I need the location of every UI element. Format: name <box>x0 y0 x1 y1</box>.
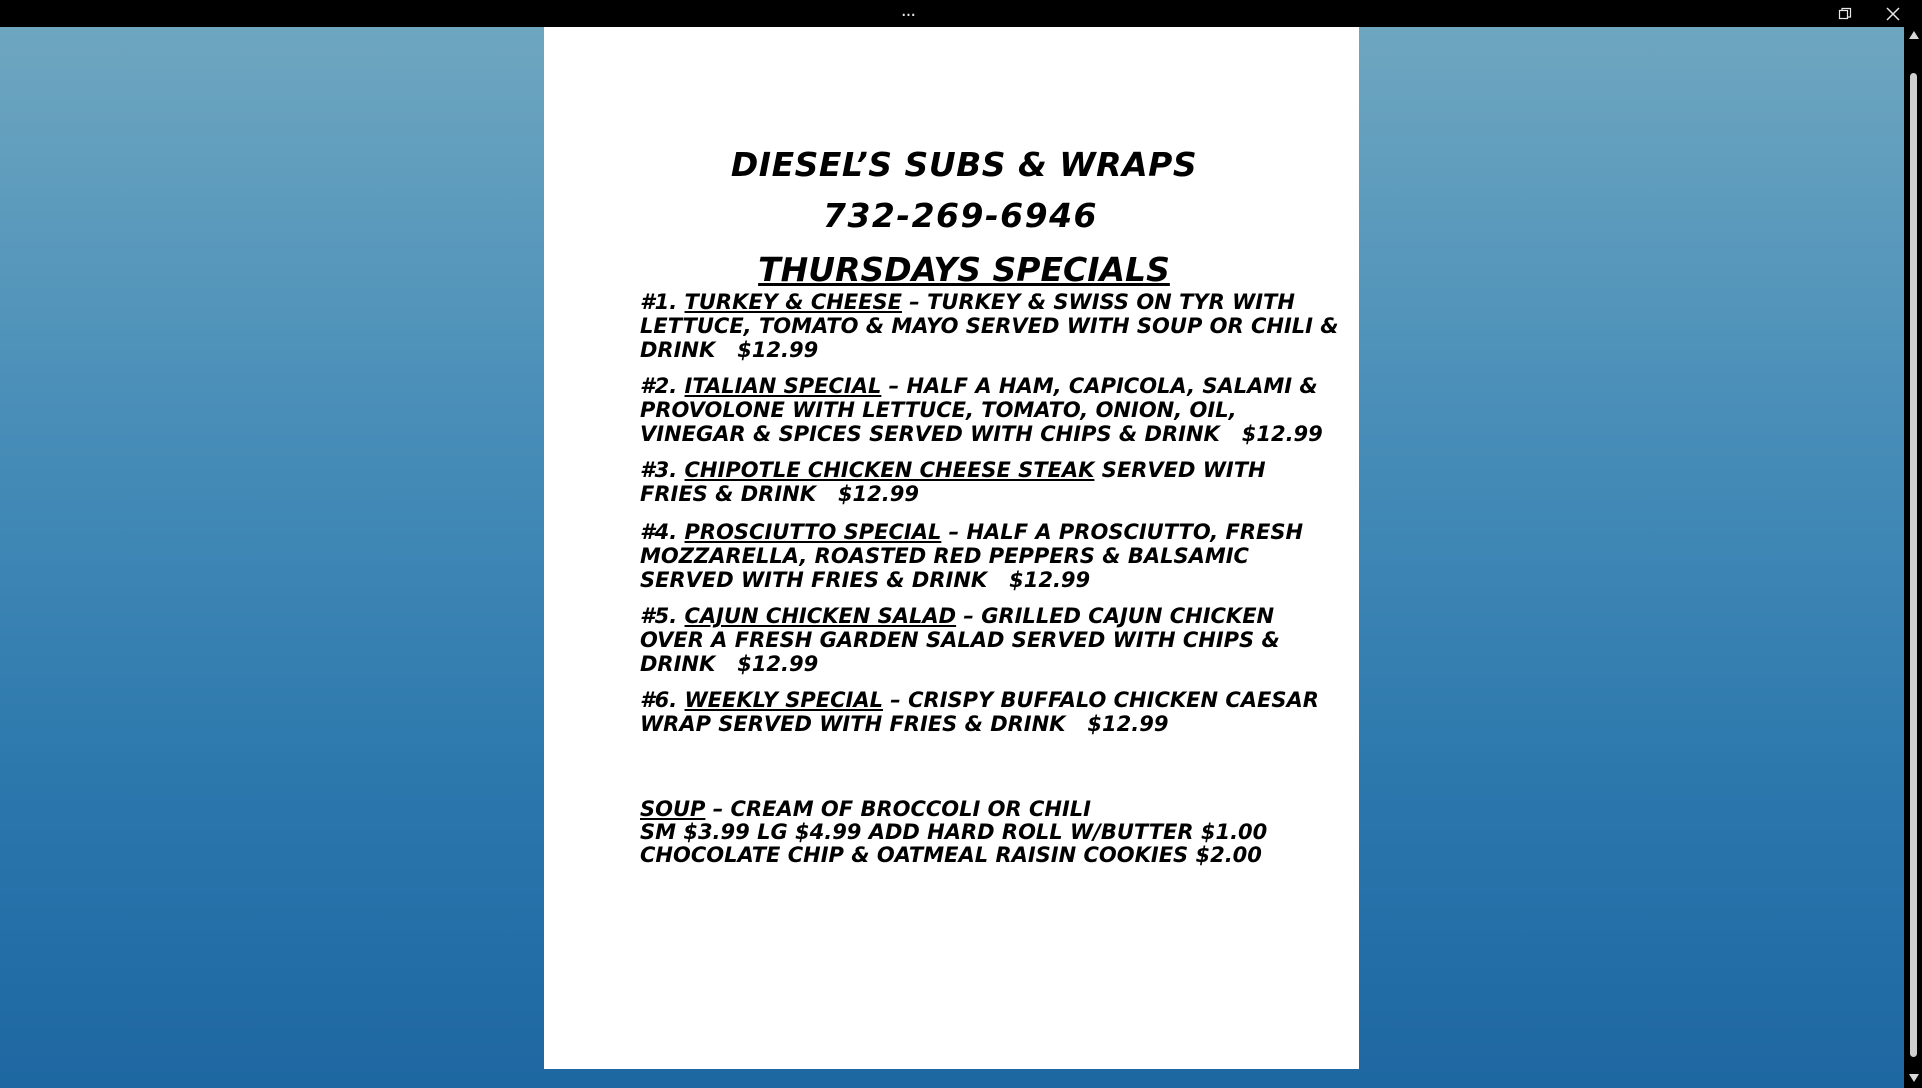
close-icon[interactable] <box>1886 7 1900 21</box>
scrollbar-thumb[interactable] <box>1910 73 1917 1057</box>
item-name: PROSCIUTTO SPECIAL <box>684 520 942 544</box>
item-number: #1. <box>640 290 685 314</box>
item-description: – TURKEY & SWISS ON TYR WITH LETTUCE, TOMATO & MAYO SERVED WITH SOUP OR CHILI & DRINK <box>640 290 1339 362</box>
more-options-icon[interactable]: ... <box>900 0 916 21</box>
phone-number: 732-269-6946 <box>822 196 1098 235</box>
specials-heading: THURSDAYS SPECIALS <box>758 250 1170 289</box>
item-name: WEEKLY SPECIAL <box>684 688 883 712</box>
title-bar <box>0 0 1922 27</box>
item-number: #4. <box>640 520 685 544</box>
soup-label: SOUP <box>640 797 706 821</box>
item-name: CHIPOTLE CHICKEN CHEESE STEAK <box>684 458 1095 482</box>
menu-item-3 <box>640 458 1340 506</box>
item-price: $12.99 <box>1087 712 1169 736</box>
restore-icon[interactable] <box>1838 7 1852 21</box>
item-price: $12.99 <box>737 338 819 362</box>
soup-description: – CREAM OF BROCCOLI OR CHILI <box>705 797 1091 821</box>
business-name: DIESEL’S SUBS & WRAPS <box>730 145 1198 184</box>
soup-line <box>640 798 1340 821</box>
item-name: TURKEY & CHEESE <box>684 290 902 314</box>
item-number: #6. <box>640 688 685 712</box>
item-number: #5. <box>640 604 685 628</box>
menu-item-2 <box>640 374 1340 446</box>
item-price: $12.99 <box>837 482 919 506</box>
vertical-scrollbar[interactable] <box>1904 27 1922 1088</box>
menu-item-6 <box>640 688 1340 736</box>
menu-item-4 <box>640 520 1340 592</box>
item-description: SERVED WITH FRIES & DRINK <box>640 458 1266 506</box>
document-page <box>544 27 1359 1069</box>
item-name: ITALIAN SPECIAL <box>684 374 882 398</box>
item-price: $12.99 <box>1009 568 1091 592</box>
item-price: $12.99 <box>1241 422 1323 446</box>
soup-and-extras <box>640 798 1340 867</box>
scroll-down-arrow-icon[interactable] <box>1909 1074 1919 1082</box>
item-description: – HALF A HAM, CAPICOLA, SALAMI & PROVOLONE WITH LETTUCE, TOMATO, ONION, OIL, VINEGAR & SPICES SERVED WITH CHIPS & DRINK <box>640 374 1318 446</box>
menu-item-5 <box>640 604 1340 676</box>
soup-prices: SM $3.99 LG $4.99 ADD HARD ROLL W/BUTTER $1.00 <box>640 820 1268 844</box>
item-price: $12.99 <box>737 652 819 676</box>
item-number: #3. <box>640 458 685 482</box>
menu-item-1 <box>640 290 1340 362</box>
item-description: – HALF A PROSCIUTTO, FRESH MOZZARELLA, ROASTED RED PEPPERS & BALSAMIC SERVED WITH FRIES & DRINK <box>640 520 1304 592</box>
item-description: – GRILLED CAJUN CHICKEN OVER A FRESH GARDEN SALAD SERVED WITH CHIPS & DRINK <box>640 604 1280 676</box>
item-description: – CRISPY BUFFALO CHICKEN CAESAR WRAP SERVED WITH FRIES & DRINK <box>640 688 1319 736</box>
cookies-line: CHOCOLATE CHIP & OATMEAL RAISIN COOKIES $2.00 <box>640 843 1262 867</box>
scroll-up-arrow-icon[interactable] <box>1909 31 1919 39</box>
item-name: CAJUN CHICKEN SALAD <box>684 604 957 628</box>
item-number: #2. <box>640 374 685 398</box>
